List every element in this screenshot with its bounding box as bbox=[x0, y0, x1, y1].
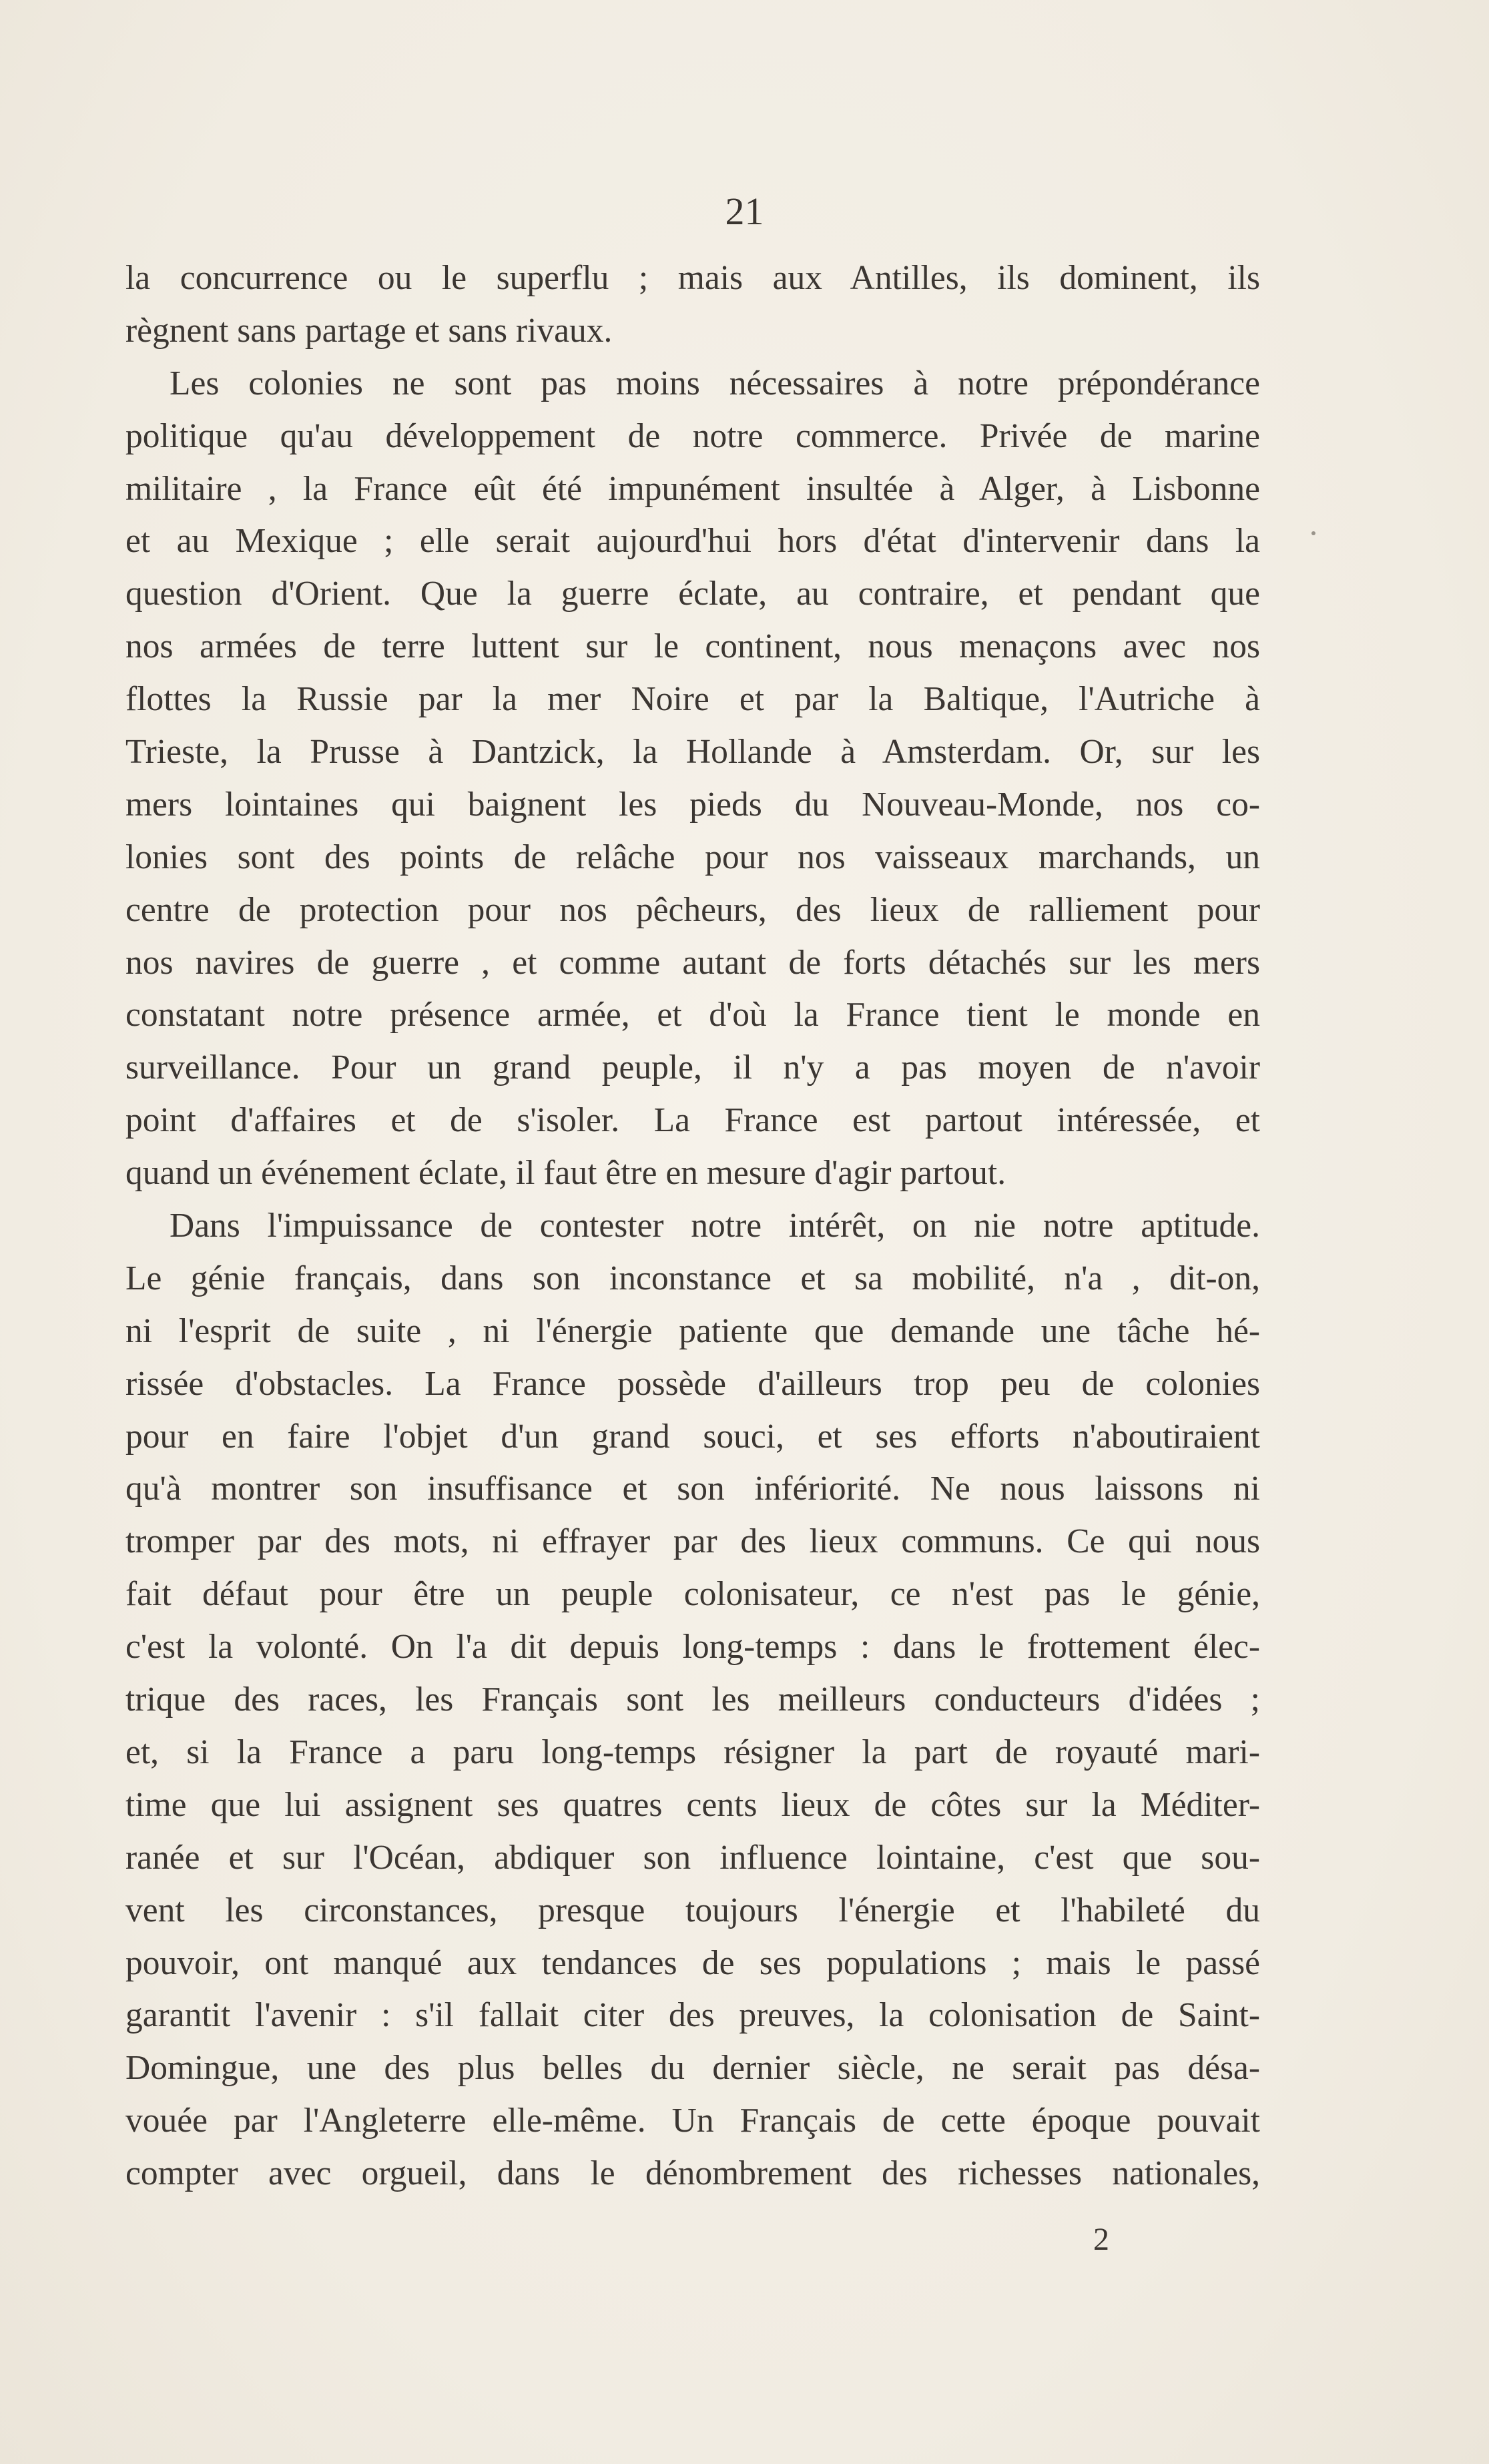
text-line: Dans l'impuissance de contester notre intérêt, on nie notre aptitude. bbox=[170, 1207, 1260, 1245]
text-line: vouée par l'Angleterre elle-même. Un Français de cette époque pouvait bbox=[125, 2102, 1260, 2140]
text-line: garantit l'avenir : s'il fallait citer des preuves, la colonisation de Saint- bbox=[125, 1996, 1260, 2035]
text-line: point d'affaires et de s'isoler. La France est partout intéressée, et bbox=[125, 1101, 1260, 1140]
text-line: politique qu'au développement de notre commerce. Privée de marine bbox=[125, 416, 1260, 455]
paper-speck bbox=[1311, 531, 1315, 535]
text-line: règnent sans partage et sans rivaux. bbox=[125, 311, 613, 350]
text-line: Domingue, une des plus belles du dernier siècle, ne serait pas désa- bbox=[125, 2049, 1260, 2088]
text-line: flottes la Russie par la mer Noire et par la Baltique, l'Autriche à bbox=[125, 680, 1260, 719]
text-line: ranée et sur l'Océan, abdiquer son influence lointaine, c'est que sou- bbox=[125, 1838, 1260, 1877]
text-line: lonies sont des points de relâche pour nos vaisseaux marchands, un bbox=[125, 838, 1260, 876]
text-line: rissée d'obstacles. La France possède d'ailleurs trop peu de colonies bbox=[125, 1364, 1260, 1403]
text-line: pour en faire l'objet d'un grand souci, et ses efforts n'aboutiraient bbox=[125, 1417, 1260, 1456]
text-line: Le génie français, dans son inconstance et sa mobilité, n'a , dit-on, bbox=[125, 1259, 1260, 1297]
text-line: pouvoir, ont manqué aux tendances de ses populations ; mais le passé bbox=[125, 1943, 1260, 1982]
text-line: constatant notre présence armée, et d'où la France tient le monde en bbox=[125, 996, 1260, 1034]
text-line: quand un événement éclate, il faut être en mesure d'agir partout. bbox=[125, 1154, 1006, 1193]
text-line: time que lui assignent ses quatres cents lieux de côtes sur la Méditer- bbox=[125, 1785, 1260, 1824]
text-line: mers lointaines qui baignent les pieds du Nouveau-Monde, nos co- bbox=[125, 785, 1260, 824]
text-line: Les colonies ne sont pas moins nécessaires à notre prépondérance bbox=[170, 364, 1260, 402]
text-line: nos armées de terre luttent sur le continent, nous menaçons avec nos bbox=[125, 627, 1260, 666]
text-line: la concurrence ou le superflu ; mais aux Antilles, ils dominent, ils bbox=[125, 259, 1260, 297]
text-line: fait défaut pour être un peuple colonisateur, ce n'est pas le génie, bbox=[125, 1575, 1260, 1614]
text-line: compter avec orgueil, dans le dénombrement des richesses nationales, bbox=[125, 2154, 1260, 2193]
body-text bbox=[125, 252, 1260, 2200]
signature-mark: 2 bbox=[1093, 2222, 1109, 2257]
text-line: qu'à montrer son insuffisance et son infériorité. Ne nous laissons ni bbox=[125, 1470, 1260, 1508]
text-line: nos navires de guerre , et comme autant de forts détachés sur les mers bbox=[125, 943, 1260, 982]
text-line: et, si la France a paru long-temps résigner la part de royauté mari- bbox=[125, 1733, 1260, 1771]
text-line: tromper par des mots, ni effrayer par des lieux communs. Ce qui nous bbox=[125, 1522, 1260, 1561]
text-line: question d'Orient. Que la guerre éclate, au contraire, et pendant que bbox=[125, 575, 1260, 613]
text-line: surveillance. Pour un grand peuple, il n'y a pas moyen de n'avoir bbox=[125, 1048, 1260, 1087]
text-line: Trieste, la Prusse à Dantzick, la Hollande à Amsterdam. Or, sur les bbox=[125, 733, 1260, 772]
text-line: militaire , la France eût été impunément insultée à Alger, à Lisbonne bbox=[125, 469, 1260, 508]
text-line: et au Mexique ; elle serait aujourd'hui hors d'état d'intervenir dans la bbox=[125, 522, 1260, 561]
text-line: c'est la volonté. On l'a dit depuis long-temps : dans le frottement élec- bbox=[125, 1628, 1260, 1666]
page-number: 21 bbox=[725, 190, 764, 233]
text-line: centre de protection pour nos pêcheurs, des lieux de ralliement pour bbox=[125, 890, 1260, 929]
text-line: ni l'esprit de suite , ni l'énergie patiente que demande une tâche hé- bbox=[125, 1311, 1260, 1350]
text-line: vent les circonstances, presque toujours l'énergie et l'habileté du bbox=[125, 1891, 1260, 1929]
text-line: trique des races, les Français sont les meilleurs conducteurs d'idées ; bbox=[125, 1680, 1260, 1719]
